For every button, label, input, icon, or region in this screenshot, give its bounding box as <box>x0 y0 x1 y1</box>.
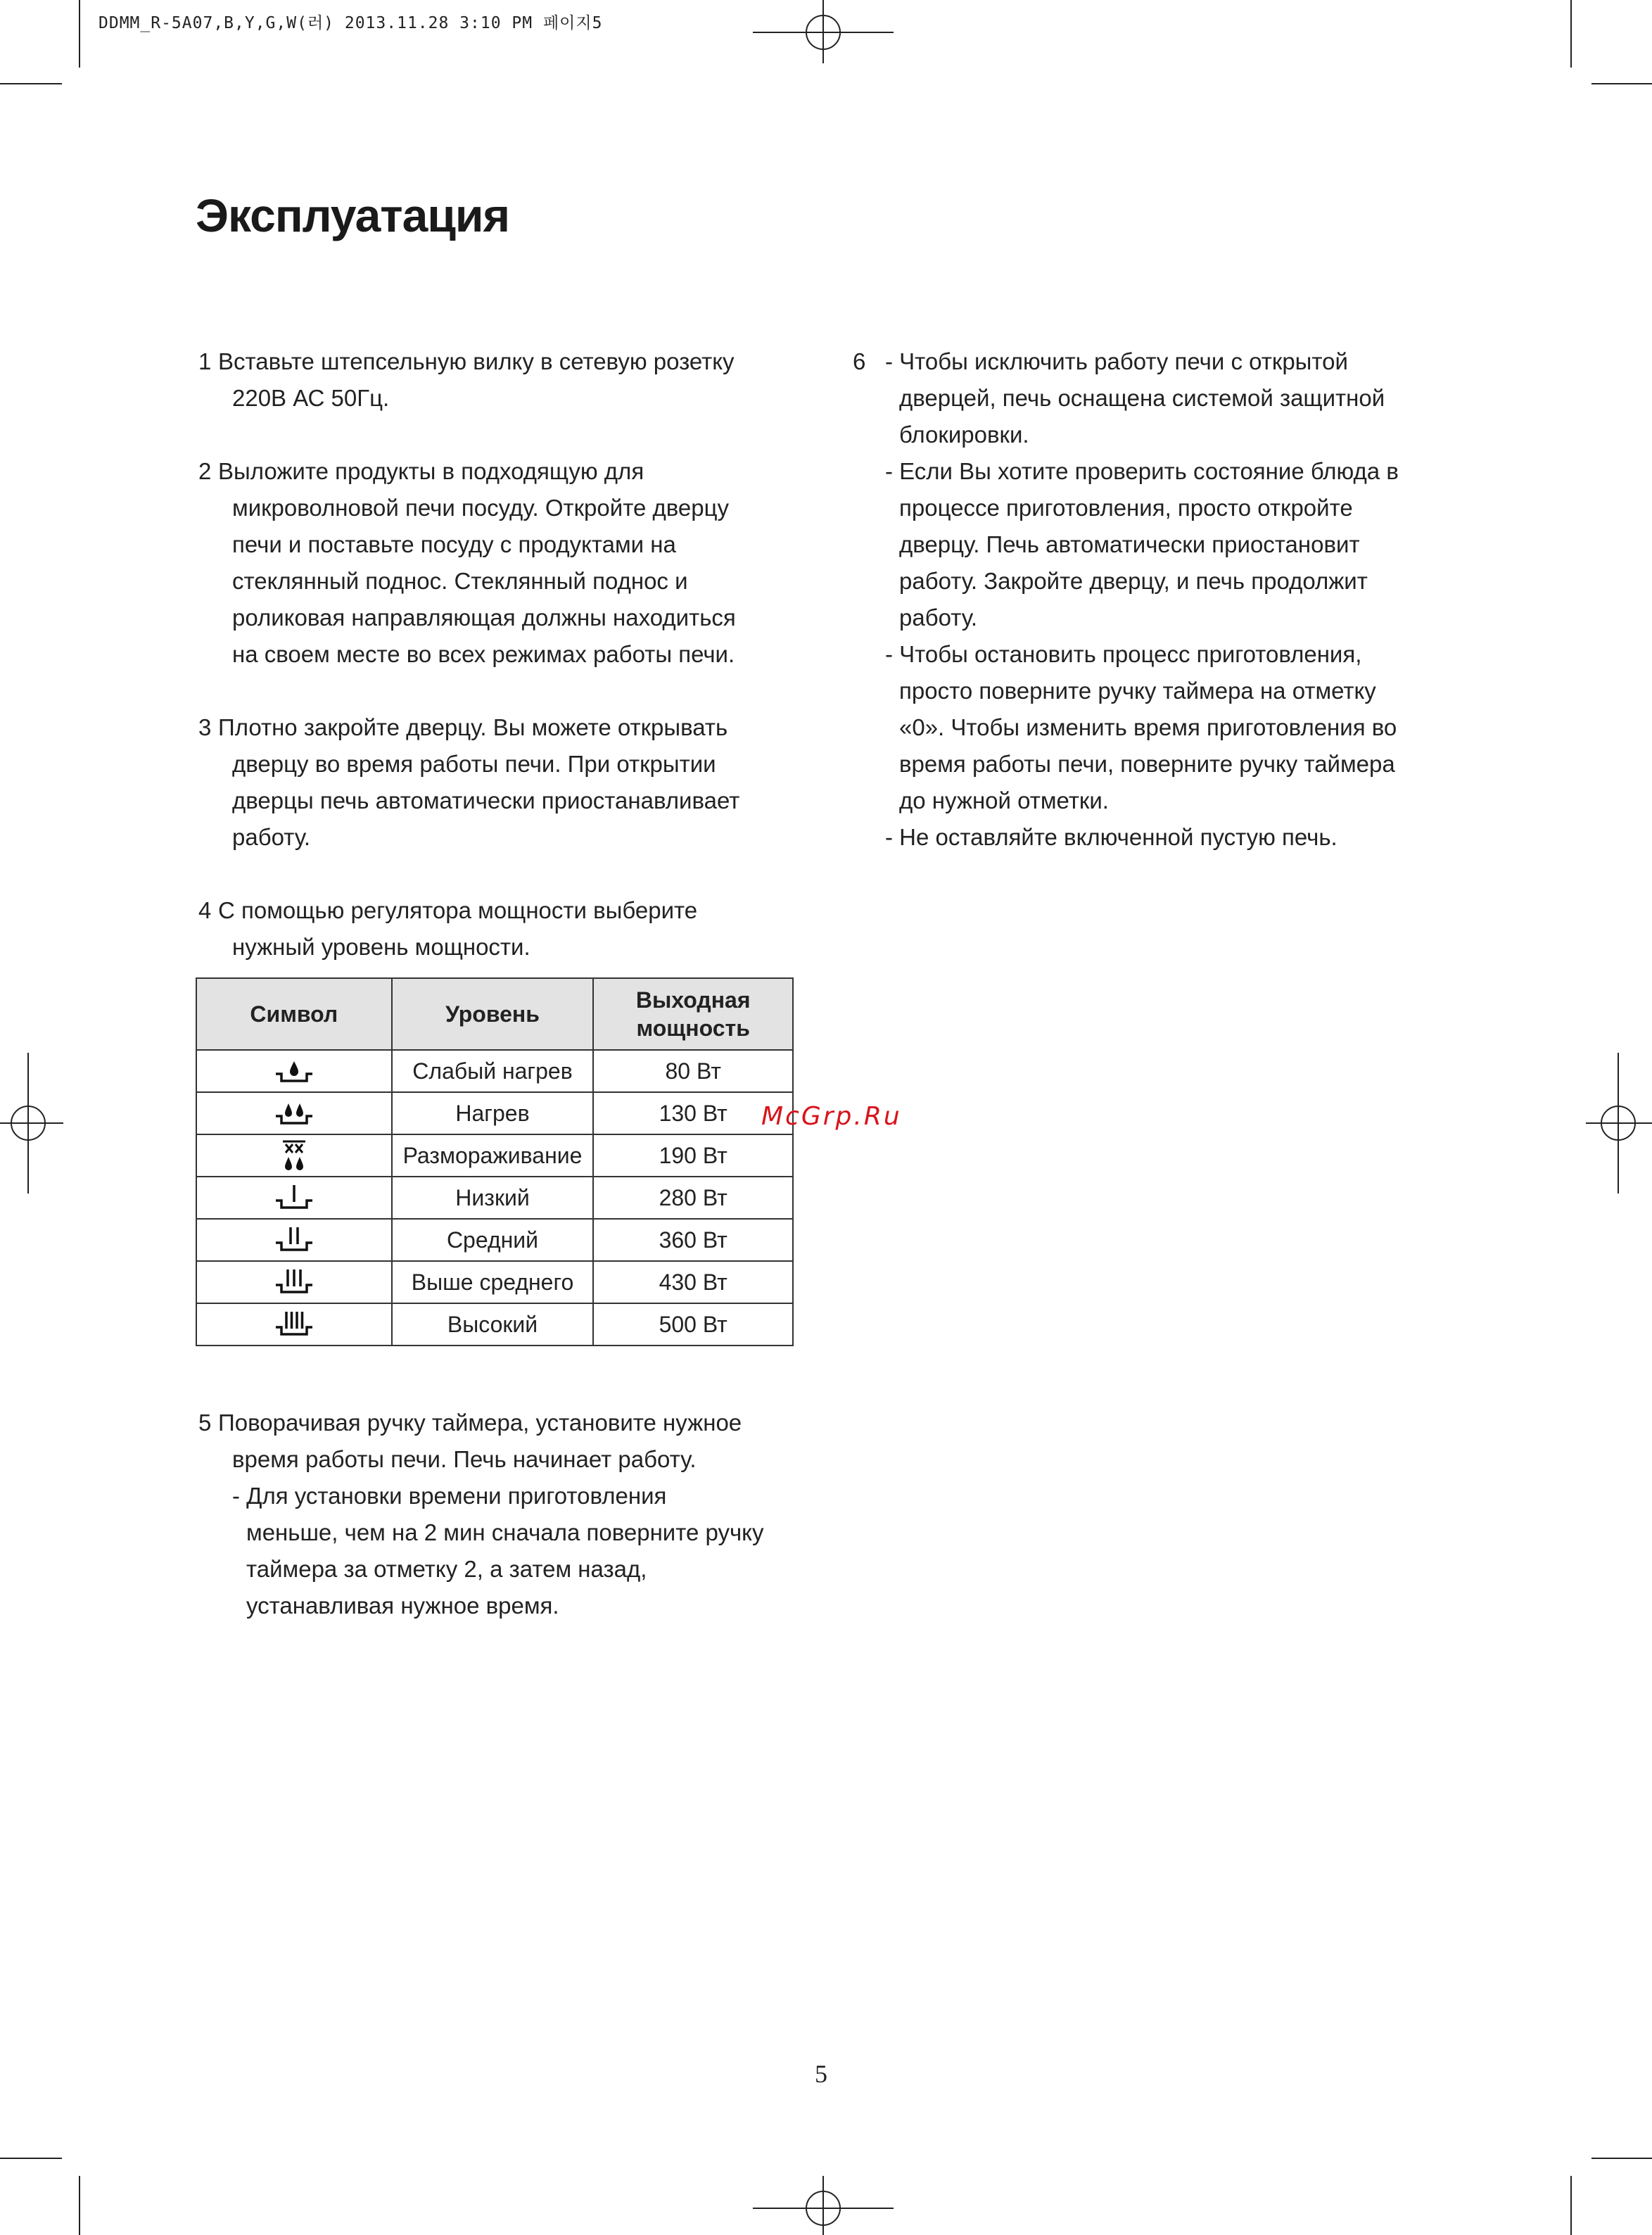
table-row <box>196 1050 793 1092</box>
one-drop-pot-icon <box>273 1056 315 1087</box>
table-row <box>196 1177 793 1219</box>
column-header-power <box>593 978 793 1050</box>
step-line: роликовая направляющая должны находиться <box>232 604 736 631</box>
registration-mark-bottom <box>753 2172 894 2235</box>
bullet-line: - Не оставляйте включенной пустую печь. <box>885 824 1338 850</box>
watermark: McGrp.Ru <box>761 1102 902 1131</box>
step-line: 220В АС 50Гц. <box>232 385 390 411</box>
registration-mark-left <box>0 1053 70 1194</box>
level-cell: Выше среднего <box>392 1261 594 1303</box>
table-header-row <box>196 978 793 1050</box>
bullet-line: до нужной отметки. <box>899 787 1109 813</box>
step-line: стеклянный поднос. Стеклянный поднос и <box>232 568 688 594</box>
table-row <box>196 1303 793 1346</box>
step-line: Поворачивая ручку таймера, установите нужное <box>218 1410 742 1436</box>
bullet-line: процессе приготовления, просто откройте <box>899 495 1353 521</box>
three-lines-pot-icon <box>273 1267 315 1298</box>
bullet-line: время работы печи, поверните ручку таймера <box>899 751 1395 777</box>
power-cell: 130 Вт <box>593 1092 793 1134</box>
level-cell: Размораживание <box>392 1134 594 1177</box>
table-row <box>196 1219 793 1261</box>
step-1 <box>198 343 735 417</box>
bullet-line: просто поверните ручку таймера на отметку <box>899 678 1376 704</box>
symbol-cell <box>196 1134 392 1177</box>
step-line: Плотно закройте дверцу. Вы можете открывать <box>218 714 728 740</box>
step-line: печи и поставьте посуду с продуктами на <box>232 531 676 557</box>
two-lines-pot-icon <box>273 1224 315 1255</box>
step-line: Вставьте штепсельную вилку в сетевую розетку <box>218 348 735 374</box>
bullet-line: дверцей, печь оснащена системой защитной <box>899 385 1385 411</box>
step-line: нужный уровень мощности. <box>232 934 530 960</box>
page-number: 5 <box>815 2060 827 2088</box>
step-number: 4 <box>198 897 212 923</box>
step-3 <box>198 709 739 856</box>
step-line: работу. <box>232 824 311 850</box>
step-sub-line: меньше, чем на 2 мин сначала поверните ручку <box>246 1519 764 1545</box>
registration-mark-top <box>753 0 894 70</box>
step-line: время работы печи. Печь начинает работу. <box>232 1446 697 1472</box>
step-number: 1 <box>198 348 212 374</box>
bullet-line: блокировки. <box>899 422 1029 448</box>
one-line-pot-icon <box>273 1182 315 1213</box>
power-cell: 500 Вт <box>593 1303 793 1346</box>
registration-mark-right <box>1582 1053 1652 1194</box>
power-cell: 280 Вт <box>593 1177 793 1219</box>
bullet-line: - Чтобы остановить процесс приготовления, <box>885 641 1362 667</box>
four-lines-pot-icon <box>273 1309 315 1340</box>
step-4 <box>198 892 697 965</box>
power-cell: 80 Вт <box>593 1050 793 1092</box>
bullet-line: - Если Вы хотите проверить состояние блюда в <box>885 458 1399 484</box>
step-sub-line: - Для установки времени приготовления <box>232 1483 667 1509</box>
step-number: 2 <box>198 458 212 484</box>
step-line: дверцу во время работы печи. При открытии <box>232 751 716 777</box>
table-row <box>196 1134 793 1177</box>
level-cell: Средний <box>392 1219 594 1261</box>
level-cell: Низкий <box>392 1177 594 1219</box>
symbol-cell <box>196 1219 392 1261</box>
page-title: Эксплуатация <box>196 189 509 241</box>
symbol-cell <box>196 1261 392 1303</box>
power-level-table <box>196 977 794 1346</box>
step-line: Выложите продукты в подходящую для <box>218 458 644 484</box>
step-line: С помощью регулятора мощности выберите <box>218 897 698 923</box>
symbol-cell <box>196 1092 392 1134</box>
bullet-line: работу. Закройте дверцу, и печь продолжит <box>899 568 1368 594</box>
power-cell: 190 Вт <box>593 1134 793 1177</box>
step-number: 5 <box>198 1410 212 1436</box>
bullet-line: - Чтобы исключить работу печи с открытой <box>885 348 1348 374</box>
column-header-power-label: Выходная мощность <box>635 987 751 1041</box>
table-row <box>196 1092 793 1134</box>
print-header: DDMM_R-5A07,B,Y,G,W(러) 2013.11.28 3:10 PM 페이지5 <box>99 14 603 32</box>
symbol-cell <box>196 1303 392 1346</box>
power-cell: 360 Вт <box>593 1219 793 1261</box>
bullet-line: «0». Чтобы изменить время приготовления во <box>899 714 1397 740</box>
step-2 <box>198 453 736 673</box>
symbol-cell <box>196 1177 392 1219</box>
column-header-level: Уровень <box>392 978 594 1050</box>
step-line: дверцы печь автоматически приостанавливает <box>232 787 740 813</box>
step-number: 6 <box>853 348 866 374</box>
level-cell: Высокий <box>392 1303 594 1346</box>
level-cell: Слабый нагрев <box>392 1050 594 1092</box>
two-drops-pot-icon <box>273 1098 315 1129</box>
step-sub-line: устанавливая нужное время. <box>246 1593 559 1619</box>
step-sub-line: таймера за отметку 2, а затем назад, <box>246 1556 647 1582</box>
column-header-symbol: Символ <box>196 978 392 1050</box>
step-number: 3 <box>198 714 212 740</box>
symbol-cell <box>196 1050 392 1092</box>
step-6 <box>853 343 1486 856</box>
table-row <box>196 1261 793 1303</box>
level-cell: Нагрев <box>392 1092 594 1134</box>
step-5 <box>198 1405 763 1624</box>
bullet-line: дверцу. Печь автоматически приостановит <box>899 531 1360 557</box>
step-line: микроволновой печи посуду. Откройте дверцу <box>232 495 729 521</box>
power-cell: 430 Вт <box>593 1261 793 1303</box>
defrost-icon <box>273 1139 315 1172</box>
step-line: на своем месте во всех режимах работы печи. <box>232 641 735 667</box>
bullet-line: работу. <box>899 604 978 631</box>
